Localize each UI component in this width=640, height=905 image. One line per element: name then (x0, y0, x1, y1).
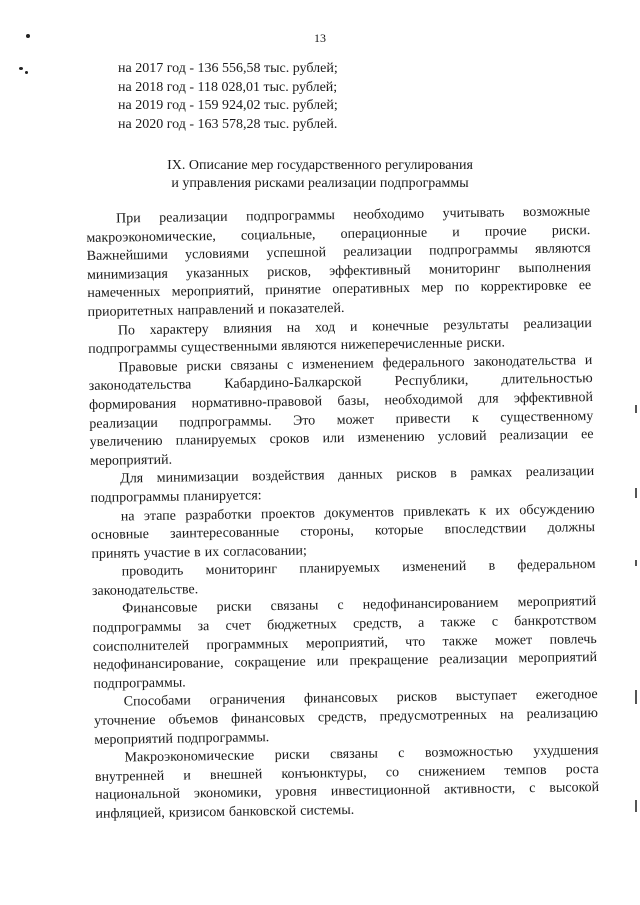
section-heading (0, 157, 640, 193)
body-line: Правовые риски связаны с изменением федерального законодательства и (118, 352, 593, 376)
body-line: увеличению планируемых сроков или изменению условий реализации ее (89, 427, 594, 451)
body-line: инфляцией, кризисом банковской системы. (95, 802, 355, 822)
body-line: По характеру влияния на ход и конечные результаты реализации (117, 315, 592, 339)
body-line: намеченных мероприятий, принятие оперативных мер по корректировке ее (87, 278, 592, 302)
scan-edge-mark (635, 690, 637, 704)
funding-line: на 2017 год - 136 556,58 тыс. рублей; (118, 61, 338, 76)
funding-list (118, 60, 338, 134)
body-line: соисполнителей программных мероприятий, что также может повлечь (92, 631, 597, 655)
body-line: на этапе разработки проектов документов привлекать к их обсуждению (120, 501, 595, 524)
body-line: основные заинтересованные стороны, которые впоследствии должны (90, 520, 596, 544)
funding-line: на 2018 год - 118 028,01 тыс. рублей; (118, 79, 338, 95)
scan-edge-mark (635, 560, 637, 566)
body-line: Для минимизации воздействия данных рисков в рамках реализации (120, 464, 595, 487)
scan-edge-mark (635, 488, 637, 498)
body-line: недофинансирование, сокращение или прекращение реализации мероприятий (93, 650, 598, 674)
scan-edge-mark (635, 405, 637, 413)
body-line: Финансовые риски связаны с недофинансированием мероприятий (122, 594, 597, 617)
scan-speck (25, 71, 28, 74)
body-line: подпрограммы. (93, 675, 186, 692)
scan-edge-mark (635, 800, 637, 812)
body-line: проводить мониторинг планируемых изменений в федеральном (121, 557, 596, 580)
section-body (86, 203, 600, 824)
body-line: законодательстве. (91, 582, 199, 599)
body-line: принять участие в их согласовании; (91, 543, 307, 562)
body-line: законодательства Кабардино-Балкарской Республики, длительностью (88, 371, 593, 395)
body-line: формирования нормативно-правовой базы, необходимой для эффективной (88, 389, 594, 413)
section-title-line-1: IX. Описание мер государственного регулирования (167, 158, 473, 173)
body-line: Макроэкономические риски связаны с возможностью ухудшения (124, 743, 599, 766)
body-line: приоритетных направлений и показателей. (87, 300, 345, 320)
body-line: уточнение объемов финансовых средств, предусмотренных на реализацию (93, 706, 599, 729)
body-line: национальной экономики, уровня инвестиционной активности, с высокой (95, 780, 600, 804)
body-line: мероприятий подпрограммы. (94, 729, 270, 748)
body-line: подпрограммы существенными являются нижеперечисленные риски. (88, 335, 506, 358)
body-line: При реализации подпрограммы необходимо учитывать возможные (116, 204, 591, 227)
scan-speck (19, 67, 23, 70)
body-line: Важнейшими условиями успешной реализации подпрограммы являются (86, 241, 591, 265)
page-number: 13 (314, 31, 326, 45)
body-line: внутренней и внешней конъюнктуры, со снижением темпов роста (94, 761, 599, 785)
section-title-line-2: и управления рисками реализации подпрограммы (171, 176, 469, 191)
body-line: реализации подпрограммы. Это может привести к существенному (89, 408, 594, 432)
body-line: подпрограммы планируется: (90, 488, 262, 506)
body-line: мероприятий. (89, 452, 173, 469)
funding-line: на 2020 год - 163 578,28 тыс. рублей. (118, 116, 338, 132)
body-line: минимизация указанных рисков, эффективный мониторинг выполнения (86, 259, 592, 283)
body-line: Способами ограничения финансовых рисков выступает ежегодное (123, 687, 598, 710)
body-line: макроэкономические, социальные, операционные и прочие риски. (86, 222, 591, 246)
body-line: подпрограммы за счет бюджетных средств, а также с банкротством (92, 613, 597, 637)
funding-line: на 2019 год - 159 924,02 тыс. рублей; (118, 98, 338, 113)
